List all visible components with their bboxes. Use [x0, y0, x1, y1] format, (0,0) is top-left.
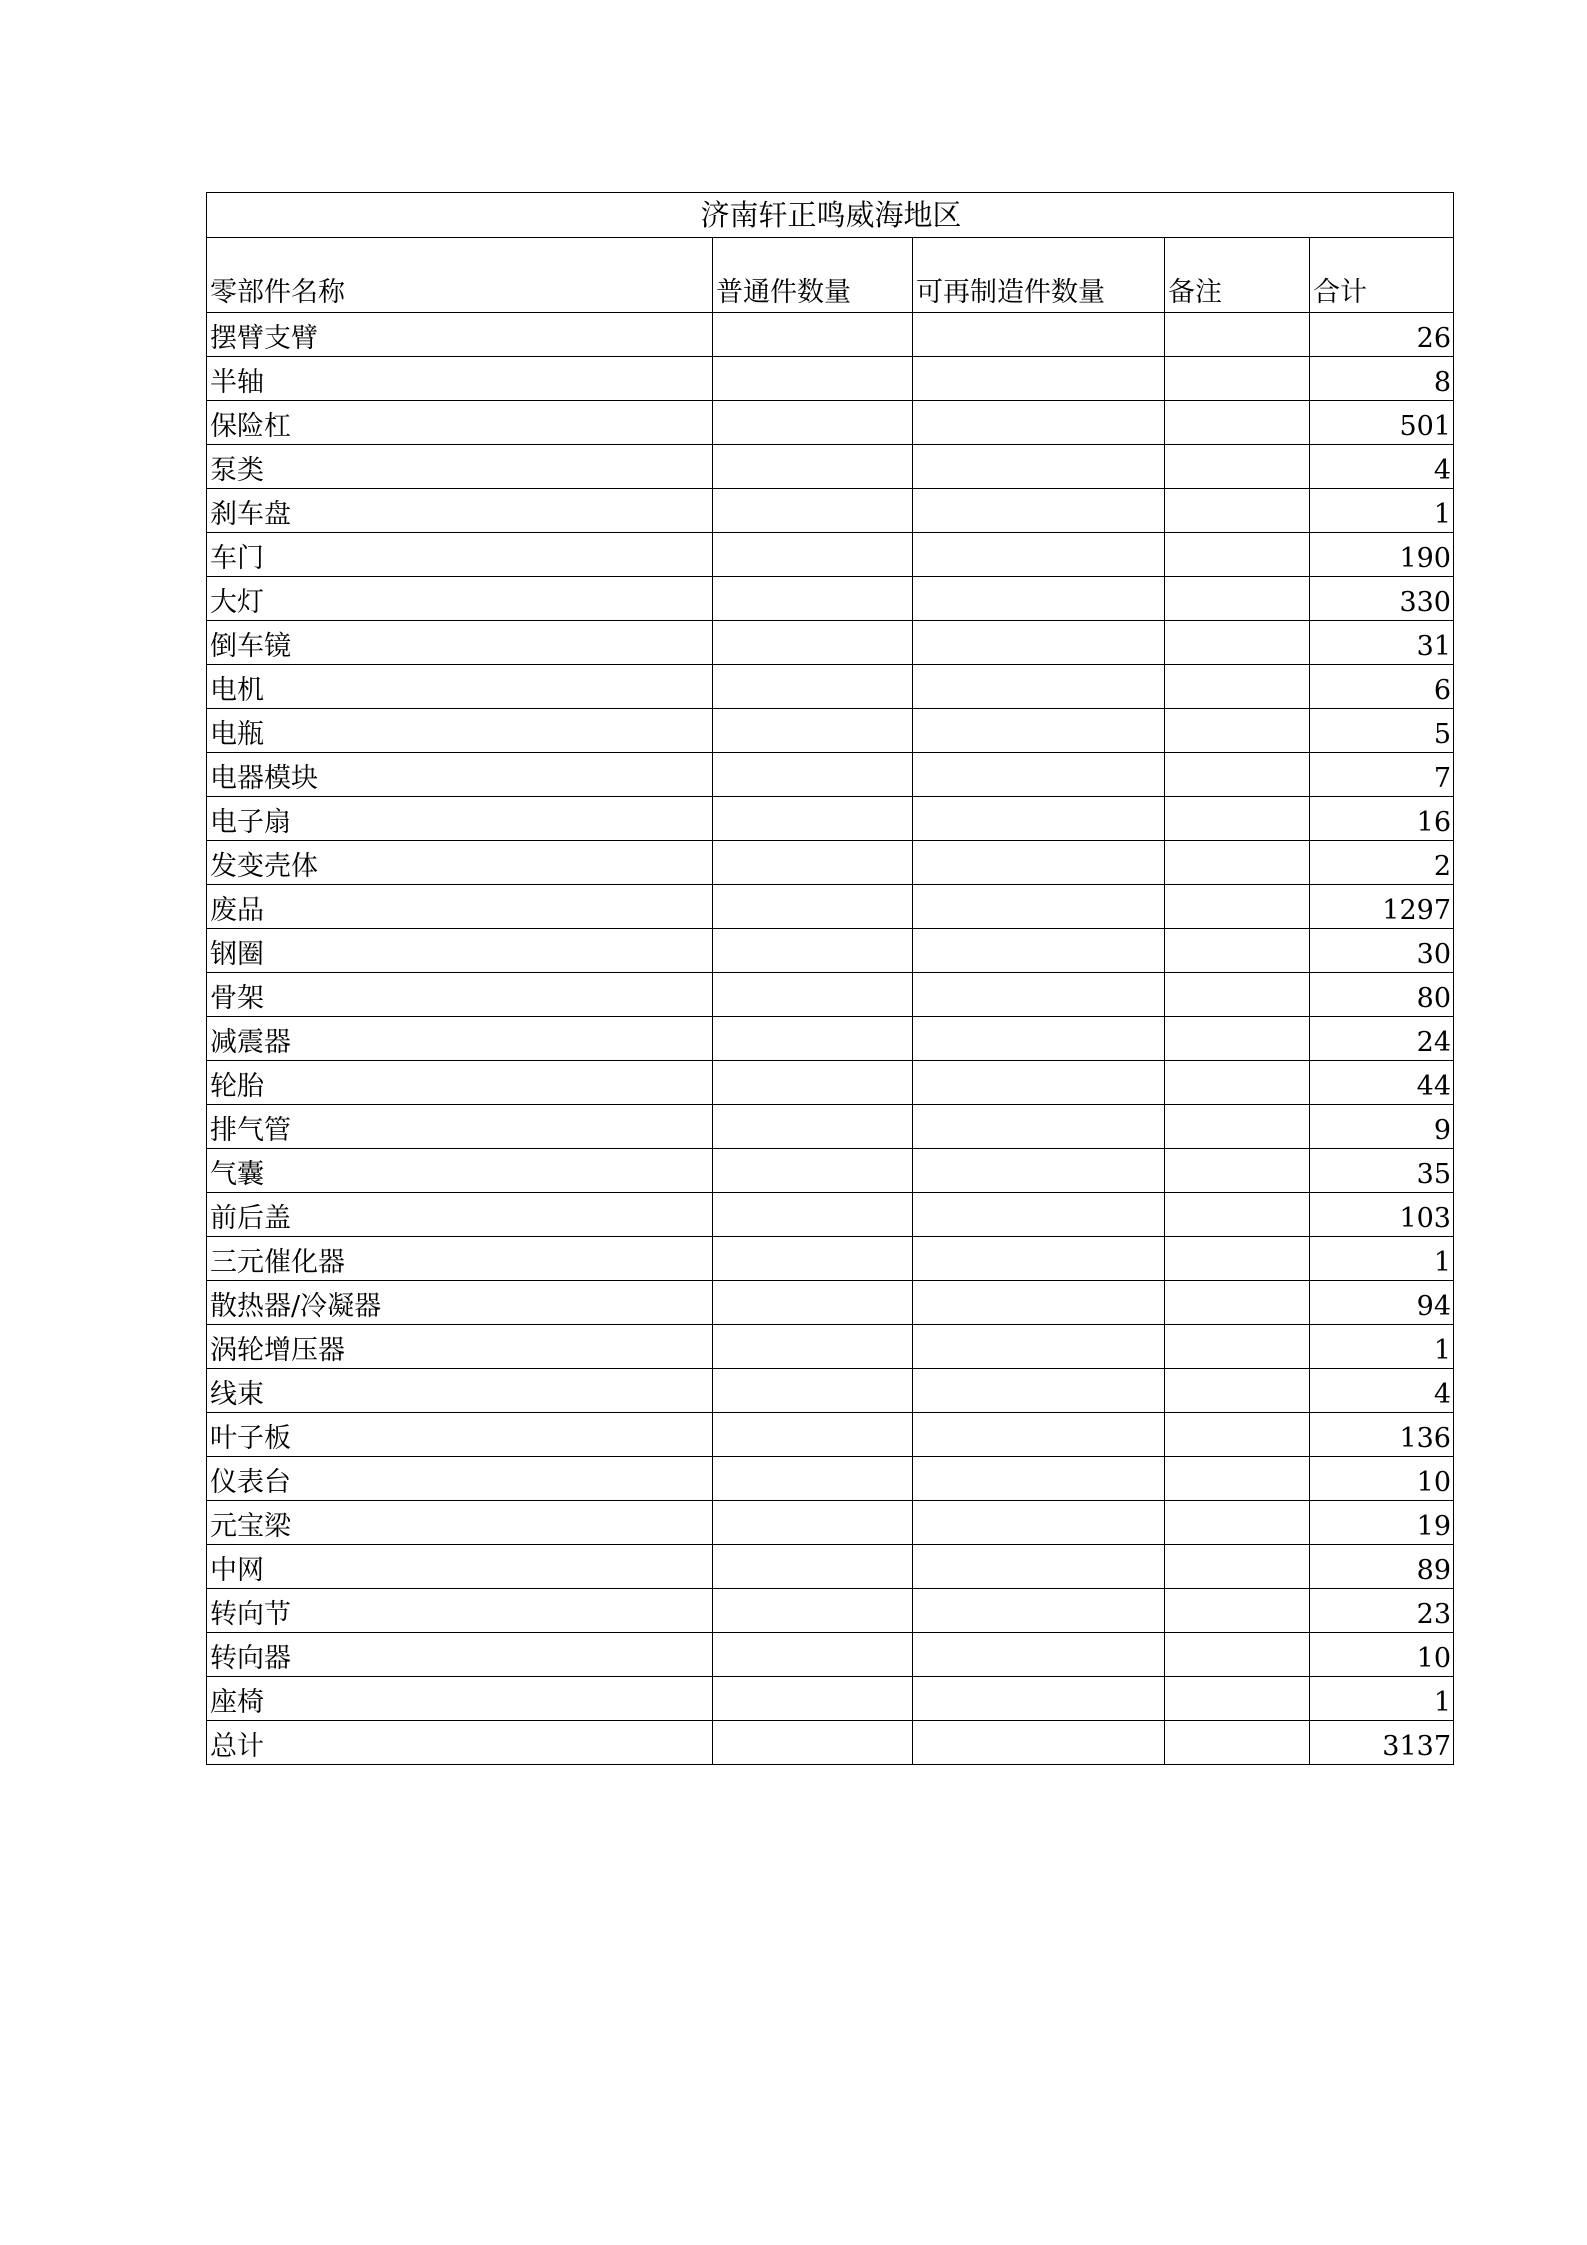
regular-qty — [713, 973, 913, 1017]
note — [1165, 621, 1310, 665]
part-name: 电瓶 — [207, 709, 713, 753]
regular-qty — [713, 797, 913, 841]
reman-qty — [913, 1017, 1165, 1061]
part-name: 电子扇 — [207, 797, 713, 841]
reman-qty — [913, 1677, 1165, 1721]
table-row — [207, 1061, 1454, 1105]
note — [1165, 929, 1310, 973]
table-row — [207, 621, 1454, 665]
table-row — [207, 313, 1454, 357]
reman-qty — [913, 1413, 1165, 1457]
regular-qty — [713, 841, 913, 885]
note — [1165, 1501, 1310, 1545]
row-total: 190 — [1310, 533, 1454, 577]
row-total: 89 — [1310, 1545, 1454, 1589]
reman-qty — [913, 1281, 1165, 1325]
regular-qty — [713, 1105, 913, 1149]
table-row — [207, 1413, 1454, 1457]
row-total: 4 — [1310, 1369, 1454, 1413]
row-total: 9 — [1310, 1105, 1454, 1149]
regular-qty — [713, 1017, 913, 1061]
table-row — [207, 1369, 1454, 1413]
parts-table — [206, 192, 1454, 1765]
reman-qty — [913, 621, 1165, 665]
note — [1165, 1105, 1310, 1149]
row-total: 30 — [1310, 929, 1454, 973]
part-name: 排气管 — [207, 1105, 713, 1149]
table-row — [207, 445, 1454, 489]
table-row — [207, 489, 1454, 533]
reman-qty — [913, 1237, 1165, 1281]
note — [1165, 797, 1310, 841]
row-total: 330 — [1310, 577, 1454, 621]
regular-qty — [713, 621, 913, 665]
regular-qty — [713, 1633, 913, 1677]
reman-qty — [913, 929, 1165, 973]
row-total: 35 — [1310, 1149, 1454, 1193]
table-title: 济南轩正鸣威海地区 — [207, 193, 1454, 238]
reman-qty — [913, 973, 1165, 1017]
note — [1165, 709, 1310, 753]
row-total: 136 — [1310, 1413, 1454, 1457]
table-row — [207, 357, 1454, 401]
reman-qty — [913, 1633, 1165, 1677]
note — [1165, 577, 1310, 621]
header-regular-qty: 普通件数量 — [713, 238, 913, 313]
regular-qty — [713, 1677, 913, 1721]
note — [1165, 1545, 1310, 1589]
part-name: 元宝梁 — [207, 1501, 713, 1545]
part-name: 气囊 — [207, 1149, 713, 1193]
table-row — [207, 1281, 1454, 1325]
table-header-row — [207, 238, 1454, 313]
table-row — [207, 1105, 1454, 1149]
note — [1165, 1017, 1310, 1061]
row-total: 44 — [1310, 1061, 1454, 1105]
table-row — [207, 401, 1454, 445]
regular-qty — [713, 445, 913, 489]
note — [1165, 1193, 1310, 1237]
part-name: 电机 — [207, 665, 713, 709]
regular-qty — [713, 1325, 913, 1369]
part-name: 钢圈 — [207, 929, 713, 973]
regular-qty — [713, 533, 913, 577]
table-row — [207, 1501, 1454, 1545]
reman-qty — [913, 1105, 1165, 1149]
row-total: 94 — [1310, 1281, 1454, 1325]
table-row — [207, 1677, 1454, 1721]
row-total: 24 — [1310, 1017, 1454, 1061]
note — [1165, 357, 1310, 401]
table-row — [207, 1017, 1454, 1061]
note — [1165, 1677, 1310, 1721]
note — [1165, 665, 1310, 709]
part-name: 线束 — [207, 1369, 713, 1413]
table-row — [207, 1589, 1454, 1633]
regular-qty — [713, 1501, 913, 1545]
reman-qty — [913, 1149, 1165, 1193]
reman-qty — [913, 1369, 1165, 1413]
regular-qty — [713, 1369, 913, 1413]
regular-qty — [713, 1281, 913, 1325]
note — [1165, 313, 1310, 357]
reman-qty — [913, 1545, 1165, 1589]
regular-qty — [713, 665, 913, 709]
regular-qty — [713, 357, 913, 401]
reman-qty — [913, 797, 1165, 841]
note — [1165, 445, 1310, 489]
note — [1165, 973, 1310, 1017]
reman-qty — [913, 577, 1165, 621]
table-row — [207, 1545, 1454, 1589]
note — [1165, 489, 1310, 533]
part-name: 车门 — [207, 533, 713, 577]
row-total: 8 — [1310, 357, 1454, 401]
row-total: 2 — [1310, 841, 1454, 885]
note — [1165, 401, 1310, 445]
row-total: 16 — [1310, 797, 1454, 841]
regular-qty — [713, 401, 913, 445]
note — [1165, 1325, 1310, 1369]
table-row — [207, 885, 1454, 929]
part-name: 刹车盘 — [207, 489, 713, 533]
regular-qty — [713, 709, 913, 753]
table-row — [207, 709, 1454, 753]
note — [1165, 533, 1310, 577]
part-name: 发变壳体 — [207, 841, 713, 885]
reman-qty — [913, 1457, 1165, 1501]
part-name: 废品 — [207, 885, 713, 929]
row-total: 31 — [1310, 621, 1454, 665]
part-name: 叶子板 — [207, 1413, 713, 1457]
note — [1165, 1413, 1310, 1457]
table-row — [207, 665, 1454, 709]
note — [1165, 753, 1310, 797]
note — [1165, 1237, 1310, 1281]
row-total: 103 — [1310, 1193, 1454, 1237]
header-total: 合计 — [1310, 238, 1454, 313]
grand-total-value: 3137 — [1310, 1721, 1454, 1765]
table-row — [207, 841, 1454, 885]
header-part-name: 零部件名称 — [207, 238, 713, 313]
note — [1165, 1457, 1310, 1501]
header-reman-qty: 可再制造件数量 — [913, 238, 1165, 313]
table-row — [207, 1325, 1454, 1369]
row-total: 80 — [1310, 973, 1454, 1017]
row-total: 1 — [1310, 1677, 1454, 1721]
note — [1165, 1633, 1310, 1677]
regular-qty — [713, 1061, 913, 1105]
row-total: 5 — [1310, 709, 1454, 753]
reman-qty — [913, 1193, 1165, 1237]
row-total: 10 — [1310, 1633, 1454, 1677]
note — [1165, 1061, 1310, 1105]
regular-qty — [713, 1457, 913, 1501]
reman-qty — [913, 533, 1165, 577]
regular-qty — [713, 753, 913, 797]
row-total: 501 — [1310, 401, 1454, 445]
regular-qty — [713, 1589, 913, 1633]
part-name: 骨架 — [207, 973, 713, 1017]
table-row — [207, 1457, 1454, 1501]
part-name: 前后盖 — [207, 1193, 713, 1237]
grand-total-regular — [713, 1721, 913, 1765]
row-total: 7 — [1310, 753, 1454, 797]
part-name: 座椅 — [207, 1677, 713, 1721]
table-row — [207, 1149, 1454, 1193]
regular-qty — [713, 1545, 913, 1589]
part-name: 保险杠 — [207, 401, 713, 445]
row-total: 10 — [1310, 1457, 1454, 1501]
part-name: 电器模块 — [207, 753, 713, 797]
part-name: 仪表台 — [207, 1457, 713, 1501]
regular-qty — [713, 313, 913, 357]
part-name: 半轴 — [207, 357, 713, 401]
row-total: 19 — [1310, 1501, 1454, 1545]
note — [1165, 885, 1310, 929]
part-name: 轮胎 — [207, 1061, 713, 1105]
reman-qty — [913, 1501, 1165, 1545]
reman-qty — [913, 1589, 1165, 1633]
part-name: 倒车镜 — [207, 621, 713, 665]
header-note: 备注 — [1165, 238, 1310, 313]
regular-qty — [713, 885, 913, 929]
reman-qty — [913, 313, 1165, 357]
grand-total-row — [207, 1721, 1454, 1765]
note — [1165, 1281, 1310, 1325]
part-name: 三元催化器 — [207, 1237, 713, 1281]
regular-qty — [713, 1413, 913, 1457]
note — [1165, 1589, 1310, 1633]
regular-qty — [713, 1237, 913, 1281]
table-row — [207, 973, 1454, 1017]
reman-qty — [913, 489, 1165, 533]
reman-qty — [913, 357, 1165, 401]
note — [1165, 1149, 1310, 1193]
part-name: 减震器 — [207, 1017, 713, 1061]
row-total: 1297 — [1310, 885, 1454, 929]
reman-qty — [913, 401, 1165, 445]
table-row — [207, 929, 1454, 973]
part-name: 转向器 — [207, 1633, 713, 1677]
note — [1165, 841, 1310, 885]
row-total: 1 — [1310, 1325, 1454, 1369]
row-total: 1 — [1310, 489, 1454, 533]
reman-qty — [913, 885, 1165, 929]
part-name: 涡轮增压器 — [207, 1325, 713, 1369]
table-row — [207, 1237, 1454, 1281]
grand-total-note — [1165, 1721, 1310, 1765]
reman-qty — [913, 753, 1165, 797]
reman-qty — [913, 841, 1165, 885]
part-name: 散热器/冷凝器 — [207, 1281, 713, 1325]
row-total: 6 — [1310, 665, 1454, 709]
grand-total-reman — [913, 1721, 1165, 1765]
row-total: 23 — [1310, 1589, 1454, 1633]
grand-total-label: 总计 — [207, 1721, 713, 1765]
table-row — [207, 753, 1454, 797]
document-sheet — [206, 192, 1453, 1765]
table-title-row — [207, 193, 1454, 238]
note — [1165, 1369, 1310, 1413]
part-name: 大灯 — [207, 577, 713, 621]
regular-qty — [713, 577, 913, 621]
reman-qty — [913, 665, 1165, 709]
table-row — [207, 577, 1454, 621]
reman-qty — [913, 1061, 1165, 1105]
regular-qty — [713, 1149, 913, 1193]
table-row — [207, 533, 1454, 577]
table-row — [207, 1633, 1454, 1677]
part-name: 中网 — [207, 1545, 713, 1589]
row-total: 1 — [1310, 1237, 1454, 1281]
part-name: 泵类 — [207, 445, 713, 489]
regular-qty — [713, 929, 913, 973]
part-name: 摆臂支臂 — [207, 313, 713, 357]
reman-qty — [913, 1325, 1165, 1369]
table-row — [207, 1193, 1454, 1237]
row-total: 4 — [1310, 445, 1454, 489]
part-name: 转向节 — [207, 1589, 713, 1633]
regular-qty — [713, 1193, 913, 1237]
row-total: 26 — [1310, 313, 1454, 357]
regular-qty — [713, 489, 913, 533]
table-row — [207, 797, 1454, 841]
reman-qty — [913, 445, 1165, 489]
reman-qty — [913, 709, 1165, 753]
